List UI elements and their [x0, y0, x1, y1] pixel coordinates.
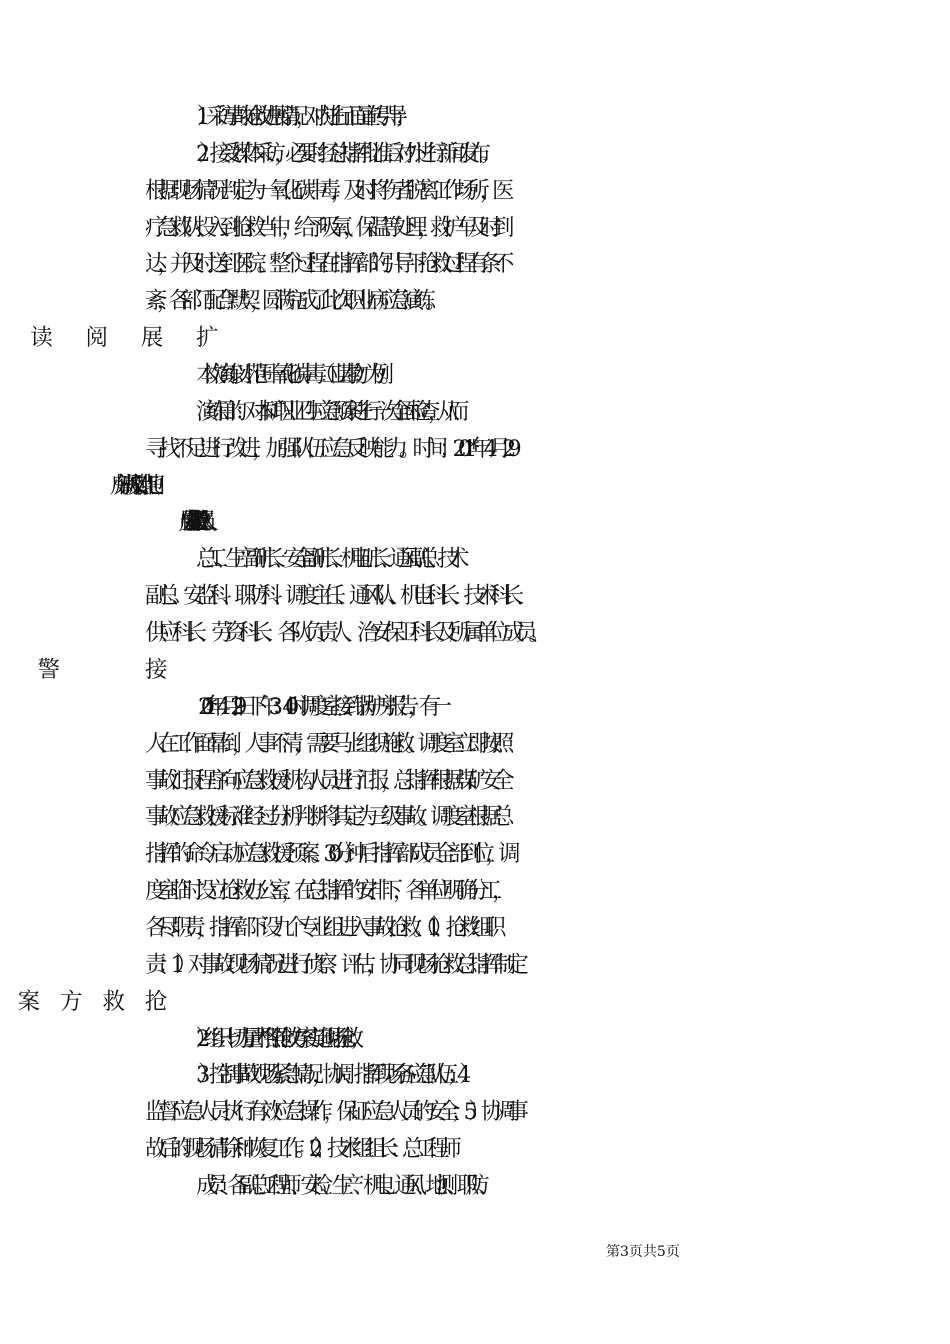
text-line: 达，并及时送到医院。整个过程在指挥部的引导下抢救过程有条不 [145, 251, 505, 278]
text-line: 根据现场情况判定为一氧化碳中毒，及时将伤者脱离工作场所，医 [145, 177, 505, 204]
text-line: 事故应急救援标准经过分析判断将其定为三级事故。调度室根据总 [145, 804, 505, 831]
text-line: 本次演练以小范围一氧化碳中毒（工业毒物）为例。 [196, 362, 389, 389]
text-line [145, 469, 950, 503]
text-line: 副总、安监科、职防科、调度主任、通风队、机电科长、技术科长、 [145, 583, 528, 610]
text-line: 故后的现场清除和恢复工作。（2）、技术组组长：总工程师 [145, 1136, 452, 1163]
text-line: 演练目的：对本矿职业卫生应急预案进行一次全面检查，从而 [196, 398, 457, 425]
text-line [196, 321, 950, 355]
text-line: 指挥的命令启动应急救援预案。30分钟后指挥部成员全部到位，调 [145, 841, 511, 868]
text-line: 总工、生产副矿长、安全副矿长、机电矿长、通风副总、技术 [196, 546, 457, 573]
text-line: 寻找不足进行改进，加强队伍应急反映能力。时间：201*年4月29 [145, 435, 513, 462]
text-line [145, 985, 950, 1019]
text-line: 2）接受媒体采访，必要时经总指挥批准后对外进行新闻发布。 [196, 140, 491, 167]
page-number: 第3页共5页 [606, 1244, 680, 1260]
text-line [196, 505, 950, 539]
text-line: 3）控制事故现场紧急情况，协调、指挥现场各应急队伍；4） [196, 1062, 470, 1089]
text-line: 责：1）对事故现场情况进行侦察、评估，协同现场抢救总指挥制定 [145, 951, 520, 978]
text-line: 1）采访事故抢救进展情况，对内进行正面宣传引导； [196, 104, 404, 130]
text-line: 事故汇报程序向应急救援机构人员进行汇报，总指挥根据煤矿安全 [145, 767, 505, 794]
text-line [145, 653, 950, 687]
text-line: 疗急救队投入到抢救当中，给予吸氧，保温等处理，救护车及时到 [145, 214, 505, 241]
text-line: 监督应急人员执行有效应急操作，保证应急人员的安全；5）协调事 [145, 1099, 520, 1126]
text-line: 供应科长、劳资科长、各队负责人、治安保卫科长及所属单位成员。 [145, 620, 542, 647]
text-line: 成员：各副总工程师、安检、生产、机电、通风、地测、职防、 [196, 1173, 488, 1199]
text-line: 各尽职责，指挥部下设九个专业组进入事故抢救。（1）、抢救组职 [145, 914, 497, 941]
text-line: 紊，各部门配合默契，圆满完成了此次职业病应急演练。 [145, 288, 437, 315]
text-line: 2）组织一切力量严格照抢救方案实施现场抢救； [196, 1025, 358, 1052]
text-line: 人在工作面晕倒，人事不清，需要马上组织施救。调度室立即按照 [145, 730, 505, 757]
text-line: 度室临时设立抢救办公室，在总指挥的安排下，各单位明确分工， [145, 878, 505, 905]
text-line: 201*年4月29日下午3：40时调度室接到锅炉房报告，有一 [198, 693, 441, 720]
